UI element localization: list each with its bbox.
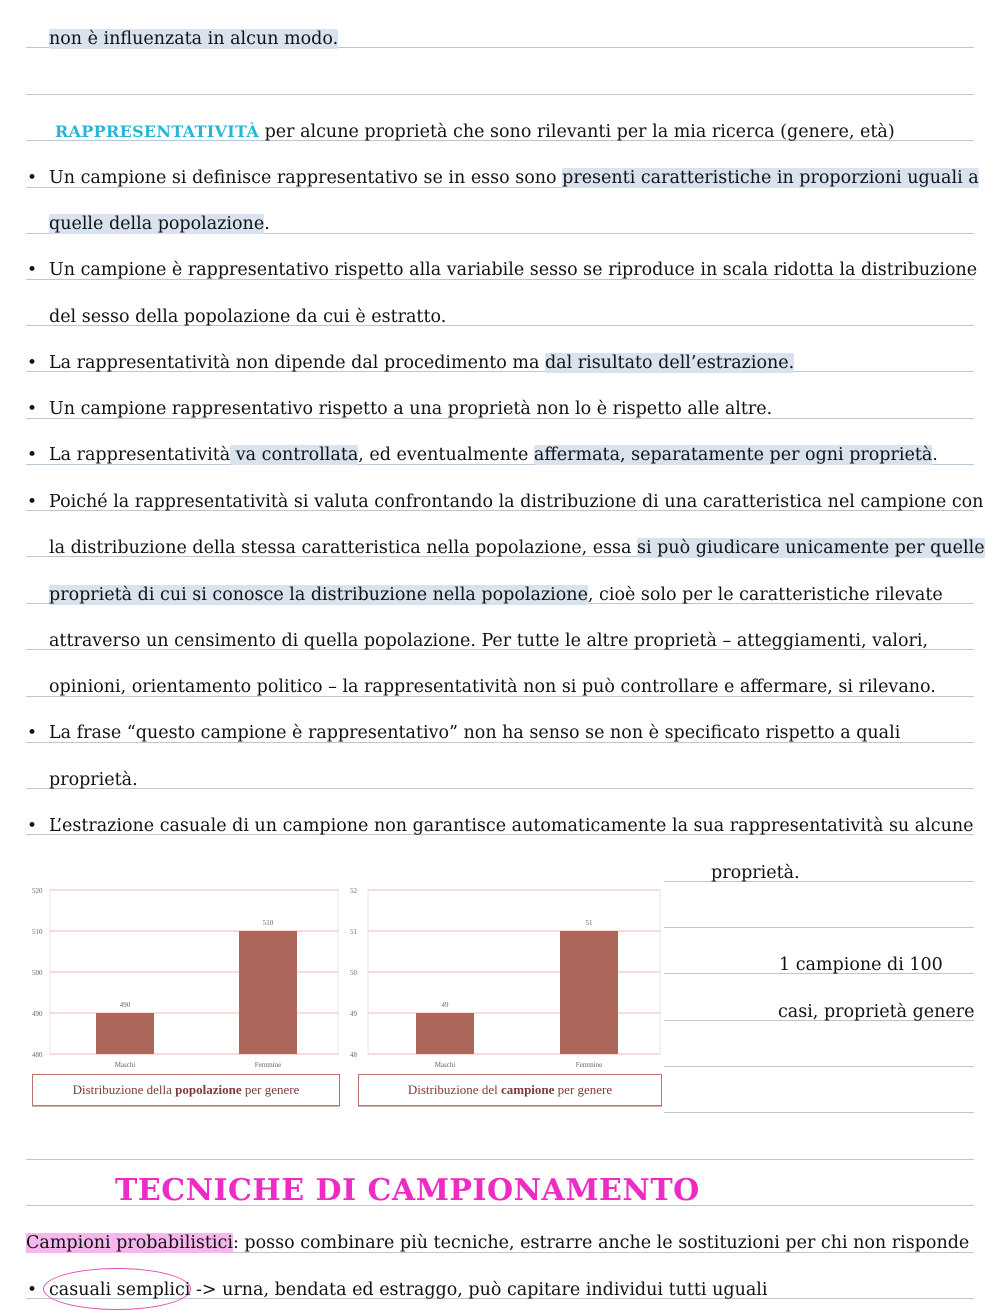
y-tick-label: 500 xyxy=(32,969,43,977)
y-tick-label: 48 xyxy=(350,1051,357,1059)
caption-bold: popolazione xyxy=(175,1082,242,1097)
caption-text: Distribuzione del xyxy=(407,1082,501,1097)
data-label: 49 xyxy=(441,1001,449,1009)
bullet-icon: • xyxy=(27,399,38,419)
caption-text: per genere xyxy=(241,1082,300,1097)
highlight: si può giudicare unicamente per quelle xyxy=(637,538,985,558)
ruled-line xyxy=(26,94,974,95)
bar-femmine xyxy=(239,931,297,1054)
text-span: La rappresentatività non dipende dal procedimento ma xyxy=(49,353,545,373)
bullet-item: Poiché la rappresentatività si valuta confrontando la distribuzione di una caratteristica nel campione con xyxy=(49,492,984,512)
text-line xyxy=(49,584,943,606)
keyword-rappresentativita: RAPPRESENTATIVITÀ xyxy=(55,122,260,141)
side-note: casi, proprietà genere xyxy=(778,1002,975,1022)
x-tick-label: Maschi xyxy=(114,1061,136,1069)
data-label: 510 xyxy=(262,919,274,927)
text-span: La rappresentatività xyxy=(49,445,231,465)
text-line: attraverso un censimento di quella popolazione. Per tutte le altre proprietà – atteggiamenti, valori, xyxy=(49,631,929,651)
section-title: TECNICHE DI CAMPIONAMENTO xyxy=(115,1173,700,1208)
y-tick-label: 480 xyxy=(32,1051,43,1059)
chart-caption xyxy=(32,1074,340,1106)
bullet-icon: • xyxy=(27,168,38,188)
caption-bold: campione xyxy=(500,1082,555,1097)
text-span: : posso combinare più tecniche, estrarre anche le sostituzioni per chi non risponde xyxy=(232,1233,970,1253)
y-tick-label: 520 xyxy=(32,887,43,895)
bullet-icon: • xyxy=(27,445,38,465)
chart-campione-plot xyxy=(348,880,664,1070)
text-span: Un campione si definisce rappresentativo se in esso sono xyxy=(49,168,563,188)
bullet-icon: • xyxy=(27,723,38,743)
highlight: proprietà di cui si conosce la distribuzione nella popolazione xyxy=(49,585,588,605)
y-tick-label: 510 xyxy=(32,928,43,936)
bar-femmine xyxy=(560,931,618,1054)
highlight: va controllata xyxy=(230,445,359,465)
text-line xyxy=(49,28,338,50)
text-span: per alcune proprietà che sono rilevanti per la mia ricerca (genere, età) xyxy=(259,122,895,142)
bullet-item xyxy=(49,444,938,466)
ruled-line xyxy=(26,1159,974,1160)
y-tick-label: 490 xyxy=(32,1010,43,1018)
caption-text: Distribuzione della xyxy=(72,1082,176,1097)
x-tick-label: Femmine xyxy=(254,1061,282,1069)
bullet-item xyxy=(49,167,979,189)
text-span: la distribuzione della stessa caratteristica nella popolazione, essa xyxy=(49,538,638,558)
bullet-icon: • xyxy=(27,1280,38,1300)
y-tick-label: 49 xyxy=(350,1010,357,1018)
text-line: del sesso della popolazione da cui è estratto. xyxy=(49,307,447,327)
text-line: proprietà. xyxy=(711,863,800,883)
bullet-icon: • xyxy=(27,816,38,836)
bullet-item xyxy=(49,352,794,374)
bullet-icon: • xyxy=(27,353,38,373)
text-line: opinioni, orientamento politico – la rappresentatività non si può controllare e affermare, si rilevano. xyxy=(49,677,936,697)
text-span: . xyxy=(264,214,270,234)
x-tick-label: Femmine xyxy=(575,1061,603,1069)
bullet-icon: • xyxy=(27,260,38,280)
highlight: quelle della popolazione xyxy=(49,214,265,234)
text-span: casuali semplici xyxy=(49,1280,191,1300)
highlight: affermata, separatamente per ogni proprietà xyxy=(533,445,933,465)
chart-campione xyxy=(348,880,664,1115)
rappresentativita-heading xyxy=(55,121,895,143)
text-line xyxy=(49,537,985,559)
text-span: , ed eventualmente xyxy=(358,445,534,465)
side-note: 1 campione di 100 xyxy=(779,955,943,975)
bullet-item: La frase “questo campione è rappresentativo” non ha senso se non è specificato rispetto a quali xyxy=(49,723,901,743)
text-line: proprietà. xyxy=(49,770,138,790)
data-label: 490 xyxy=(119,1001,131,1009)
text-line xyxy=(49,213,270,235)
y-tick-label: 51 xyxy=(350,928,357,936)
y-tick-label: 52 xyxy=(350,887,357,895)
bullet-icon: • xyxy=(27,492,38,512)
caption-text: per genere xyxy=(554,1082,613,1097)
text-line xyxy=(26,1232,969,1254)
chart-popolazione-plot xyxy=(26,880,348,1070)
bar-maschi xyxy=(416,1013,474,1054)
highlight: non è influenzata in alcun modo. xyxy=(49,29,339,49)
text-span: . xyxy=(932,445,938,465)
text-span: -> urna, bendata ed estraggo, può capitare individui tutti uguali xyxy=(190,1280,768,1300)
highlight-pink: Campioni probabilistici xyxy=(26,1233,233,1253)
ruled-line xyxy=(26,788,974,789)
data-label: 51 xyxy=(585,919,593,927)
highlight: presenti caratteristiche in proporzioni uguali a xyxy=(562,168,979,188)
x-tick-label: Maschi xyxy=(434,1061,456,1069)
highlight: dal risultato dell’estrazione. xyxy=(544,353,795,373)
bullet-item: L’estrazione casuale di un campione non garantisce automaticamente la sua rappresentatività su alcune xyxy=(49,816,974,836)
y-tick-label: 50 xyxy=(350,969,357,977)
bullet-item: Un campione rappresentativo rispetto a una proprietà non lo è rispetto alle altre. xyxy=(49,399,773,419)
chart-popolazione xyxy=(26,880,348,1115)
chart-caption xyxy=(358,1074,662,1106)
bar-maschi xyxy=(96,1013,154,1054)
text-span: , cioè solo per le caratteristiche rilevate xyxy=(587,585,943,605)
bullet-item: Un campione è rappresentativo rispetto alla variabile sesso se riproduce in scala ridotta la distribuzione xyxy=(49,260,978,280)
bullet-item xyxy=(49,1279,767,1301)
